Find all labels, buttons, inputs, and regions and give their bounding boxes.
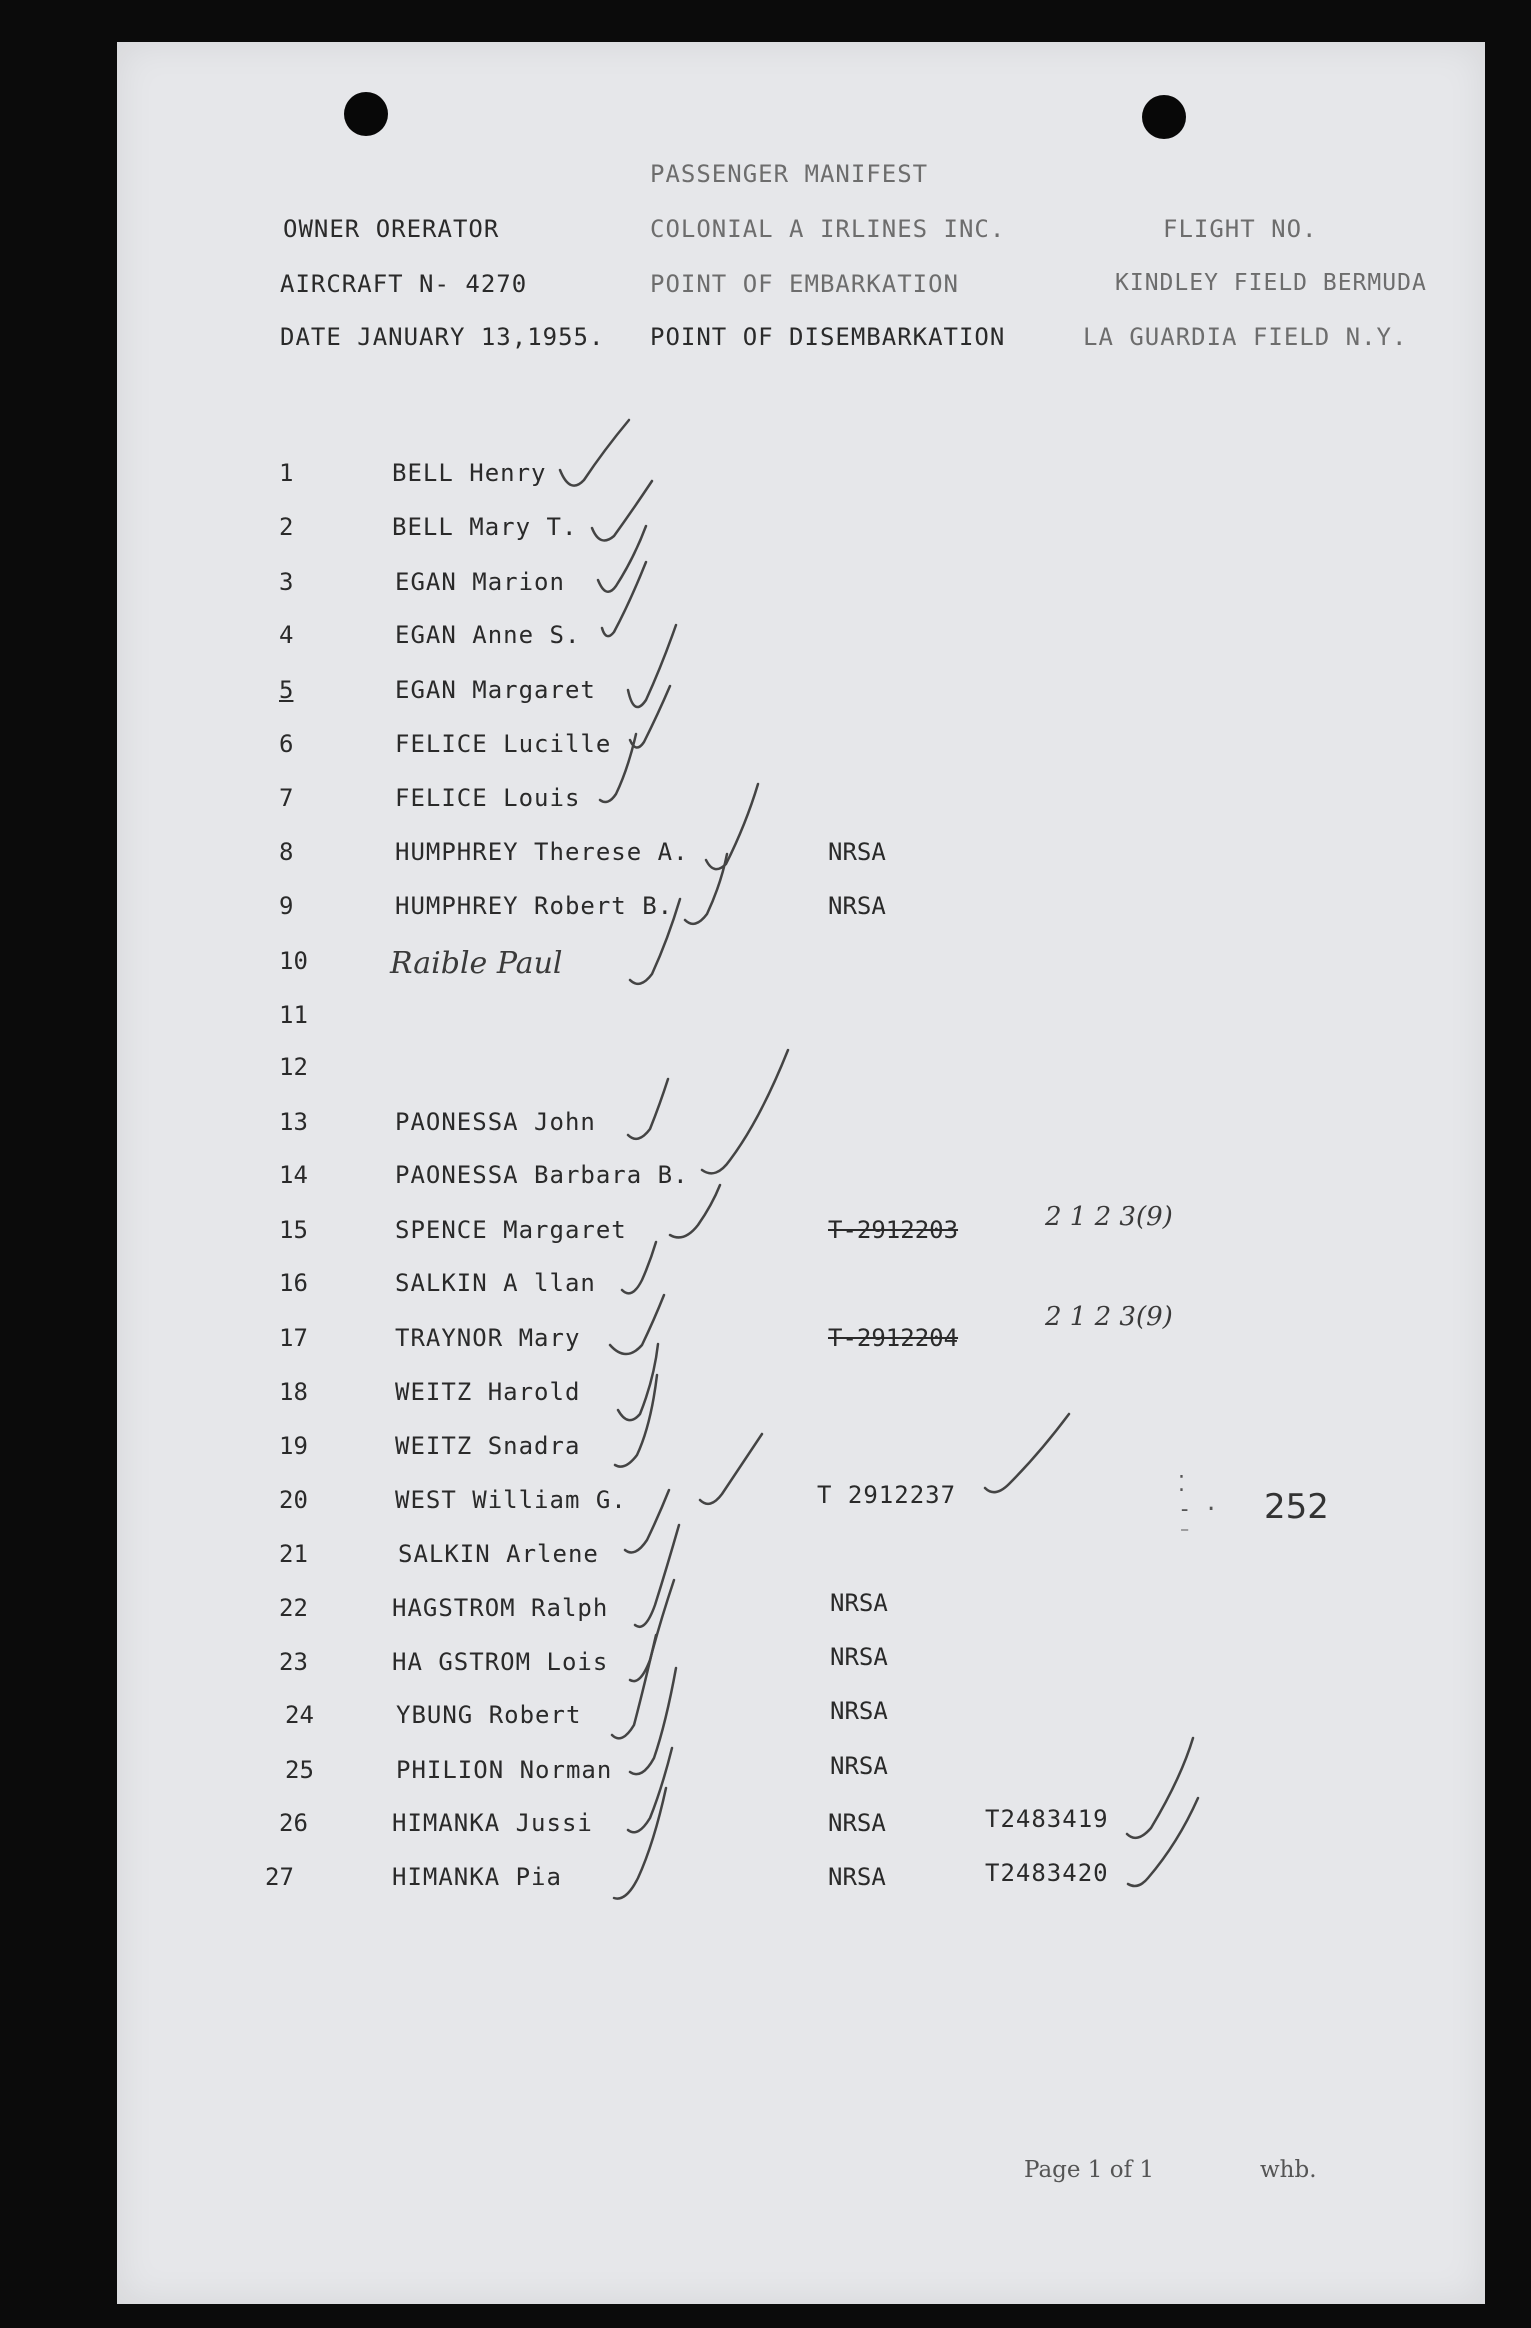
date-label: DATE JANUARY 13,1955. [280,323,605,351]
passenger-status: NRSA [828,1863,886,1891]
row-number: 16 [279,1269,308,1297]
passenger-name: HIMANKA Jussi [392,1809,593,1837]
row-number: 7 [279,784,294,812]
row-number: 10 [279,947,308,975]
aircraft-label: AIRCRAFT N- 4270 [280,270,528,298]
passenger-ticket: T2483419 [985,1805,1109,1833]
row-number: 11 [279,1001,308,1029]
passenger-name: TRAYNOR Mary [395,1324,581,1352]
passenger-name: YBUNG Robert [396,1701,582,1729]
passenger-name: EGAN Anne S. [395,621,581,649]
owner-value: COLONIAL A IRLINES INC. [650,215,1006,243]
embarkation-value: KINDLEY FIELD BERMUDA [1115,270,1427,296]
row-number: 3 [279,568,294,596]
passenger-name: FELICE Lucille [395,730,612,758]
row-number: 24 [285,1701,314,1729]
passenger-name: BELL Mary T. [392,513,578,541]
passenger-name: WEITZ Harold [395,1378,581,1406]
passenger-ticket: T 2912237 [817,1481,957,1509]
passenger-name: WEITZ Snadra [395,1432,581,1460]
row-number: 13 [279,1108,308,1136]
typist-initials: whb. [1260,2157,1317,2183]
passenger-status: NRSA [828,1809,886,1837]
row-number: 9 [279,892,294,920]
passenger-name: WEST William G. [395,1486,627,1514]
row-number: 17 [279,1324,308,1352]
passenger-status: NRSA [830,1697,888,1725]
passenger-status: NRSA [830,1752,888,1780]
row-number: 4 [279,621,294,649]
row-number: 18 [279,1378,308,1406]
row-number: 19 [279,1432,308,1460]
row-number: 8 [279,838,294,866]
passenger-name: PAONESSA John [395,1108,596,1136]
owner-label: OWNER ORERATOR [283,215,500,243]
row-number: 20 [279,1486,308,1514]
passenger-name: EGAN Margaret [395,676,596,704]
handwritten-passenger-name: Raible Paul [390,946,563,981]
passenger-name: PAONESSA Barbara B. [395,1161,689,1189]
passenger-name: SALKIN A llan [395,1269,596,1297]
page-indicator: Page 1 of 1 [1024,2157,1155,2183]
passenger-ticket: T2483420 [985,1859,1109,1887]
handwritten-note: 2 1 2 3(9) [1045,1302,1173,1332]
passenger-status: NRSA [828,838,886,866]
embarkation-label: POINT OF EMBARKATION [650,270,959,298]
passenger-ticket-struck: T-2912204 [828,1324,959,1352]
row-number: 6 [279,730,294,758]
passenger-name: PHILION Norman [396,1756,613,1784]
row-number: 27 [265,1863,294,1891]
manifest-title: PASSENGER MANIFEST [650,160,929,188]
stamp-mark-icon: ⁚ ‐ · ⁻ [1178,1472,1218,1547]
disembarkation-label: POINT OF DISEMBARKATION [650,323,1006,351]
passenger-ticket-struck: T-2912203 [828,1216,959,1244]
row-number: 15 [279,1216,308,1244]
row-number: 12 [279,1053,308,1081]
passenger-name: HUMPHREY Robert B. [395,892,674,920]
passenger-status: NRSA [830,1643,888,1671]
passenger-name: SALKIN Arlene [398,1540,599,1568]
row-number: 26 [279,1809,308,1837]
row-number: 1 [279,459,294,487]
flight-label: FLIGHT NO. [1163,215,1318,243]
passenger-name: HUMPHREY Therese A. [395,838,689,866]
row-number: 22 [279,1594,308,1622]
passenger-name: HA GSTROM Lois [392,1648,609,1676]
row-number: 2 [279,513,294,541]
handwritten-note: 2 1 2 3(9) [1045,1202,1173,1232]
passenger-name: EGAN Marion [395,568,565,596]
passenger-name: HAGSTROM Ralph [392,1594,609,1622]
passenger-name: FELICE Louis [395,784,581,812]
stamp-number: 252 [1264,1487,1329,1527]
passenger-status: NRSA [830,1589,888,1617]
passenger-status: NRSA [828,892,886,920]
passenger-name: SPENCE Margaret [395,1216,627,1244]
row-number: 21 [279,1540,308,1568]
row-number: 23 [279,1648,308,1676]
row-number: 5 [279,676,294,704]
passenger-name: BELL Henry [392,459,547,487]
row-number: 25 [285,1756,314,1784]
row-number: 14 [279,1161,308,1189]
disembarkation-value: LA GUARDIA FIELD N.Y. [1083,323,1408,351]
passenger-name: HIMANKA Pia [392,1863,562,1891]
